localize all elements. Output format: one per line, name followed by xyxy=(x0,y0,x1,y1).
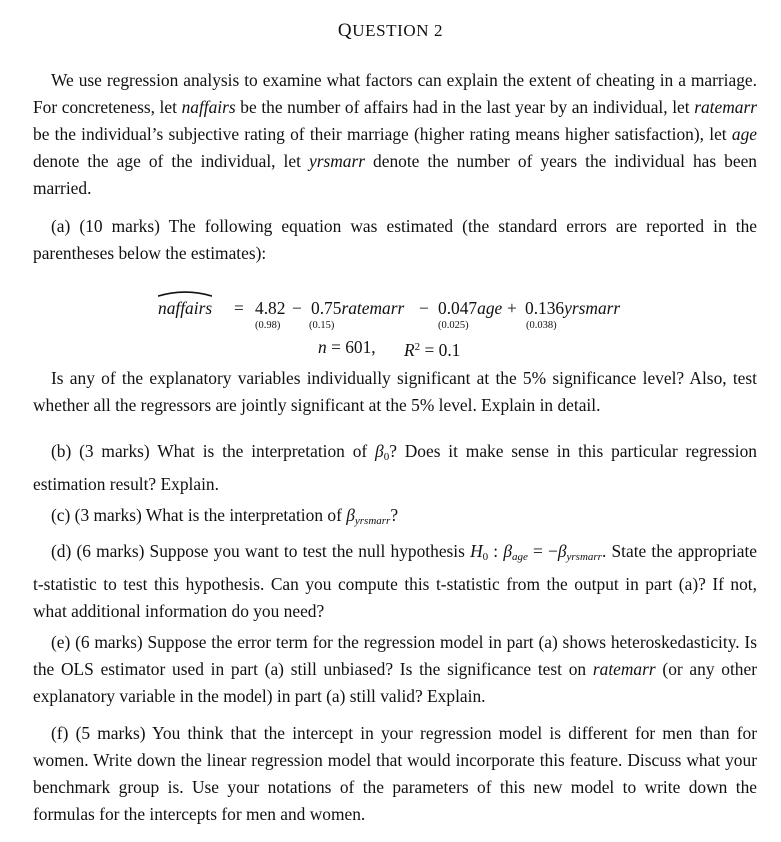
se-intercept: (0.98) xyxy=(255,320,281,331)
equation-equals: = xyxy=(234,298,244,318)
part-f-text: (f) (5 marks) You think that the intercept in your regression model is different for men than for women. Write down the linear regression model that would incorporate this feature. Discuss what your benchmark group is. Use your notations of the parameters of this new model to write down the formulas for the intercepts for men and women. xyxy=(33,723,757,824)
regression-equation: naffairs = 4.82 − 0.75ratemarr − 0.047age + 0.136yrsmarr (0.98) (0.15) (0.025) (0.038) n = 601, $R^2 = 0.1$ xyxy=(0,0,781,360)
se-age: (0.025) xyxy=(438,320,469,331)
age-term: 0.047age xyxy=(438,298,503,318)
part-a-text: (a) (10 marks) The following equation was estimated (the standard errors are reported in the parentheses below the estimates): xyxy=(33,216,757,263)
part-d-text: (d) (6 marks) Suppose you want to test the null hypothesis $H_0$ : $\beta_{age} = -\beta_{yrsmarr}$. State the appropriate t-statistic to test this hypothesis. Can you compute this t-statistic from the output in part (a)? If not, what additional information do you need? xyxy=(33,541,757,621)
sample-size: n = 601, xyxy=(318,337,376,357)
equation-lhs: naffairs xyxy=(158,298,212,318)
intercept-estimate: 4.82 xyxy=(255,298,286,318)
se-yrsmarr: (0.038) xyxy=(526,320,557,331)
ratemarr-term: 0.75ratemarr xyxy=(311,298,405,318)
wide-hat-icon xyxy=(158,288,212,297)
yrsmarr-term: 0.136yrsmarr xyxy=(525,298,621,318)
part-b-text: (b) (3 marks) What is the interpretation of $\beta_0$? Does it make sense in this particular regression estimation result? Explain. xyxy=(33,441,757,494)
part-e-text: (e) (6 marks) Suppose the error term for the regression model in part (a) shows heteroskedasticity. Is the OLS estimator used in part (a) still unbiased? Is the significance test on ratemarr (or any other explanatory variable in the model) in part (a) still valid? Explain. xyxy=(33,632,757,706)
question-heading: QUESTION 2 xyxy=(337,20,444,41)
part-c-text: (c) (3 marks) What is the interpretation of $\beta_{yrsmarr}$? xyxy=(51,505,399,527)
intro-paragraph: We use regression analysis to examine what factors can explain the extent of cheating in a marriage. For concreteness, let naffairs be the number of affairs had in the last year by an individual, let ratemarr be the individual’s subjective rating of their marriage (higher rating means higher satisfaction), let age denote the age of the individual, let yrsmarr denote the number of years the individual has been married. xyxy=(33,70,758,198)
se-ratemarr: (0.15) xyxy=(309,320,335,331)
r-squared: $R^2 = 0.1$ xyxy=(404,340,461,360)
part-a-question: Is any of the explanatory variables individually significant at the 5% significance level? Also, test whether all the regressors are jointly significant at the 5% level. Explain in detail. xyxy=(33,368,757,415)
